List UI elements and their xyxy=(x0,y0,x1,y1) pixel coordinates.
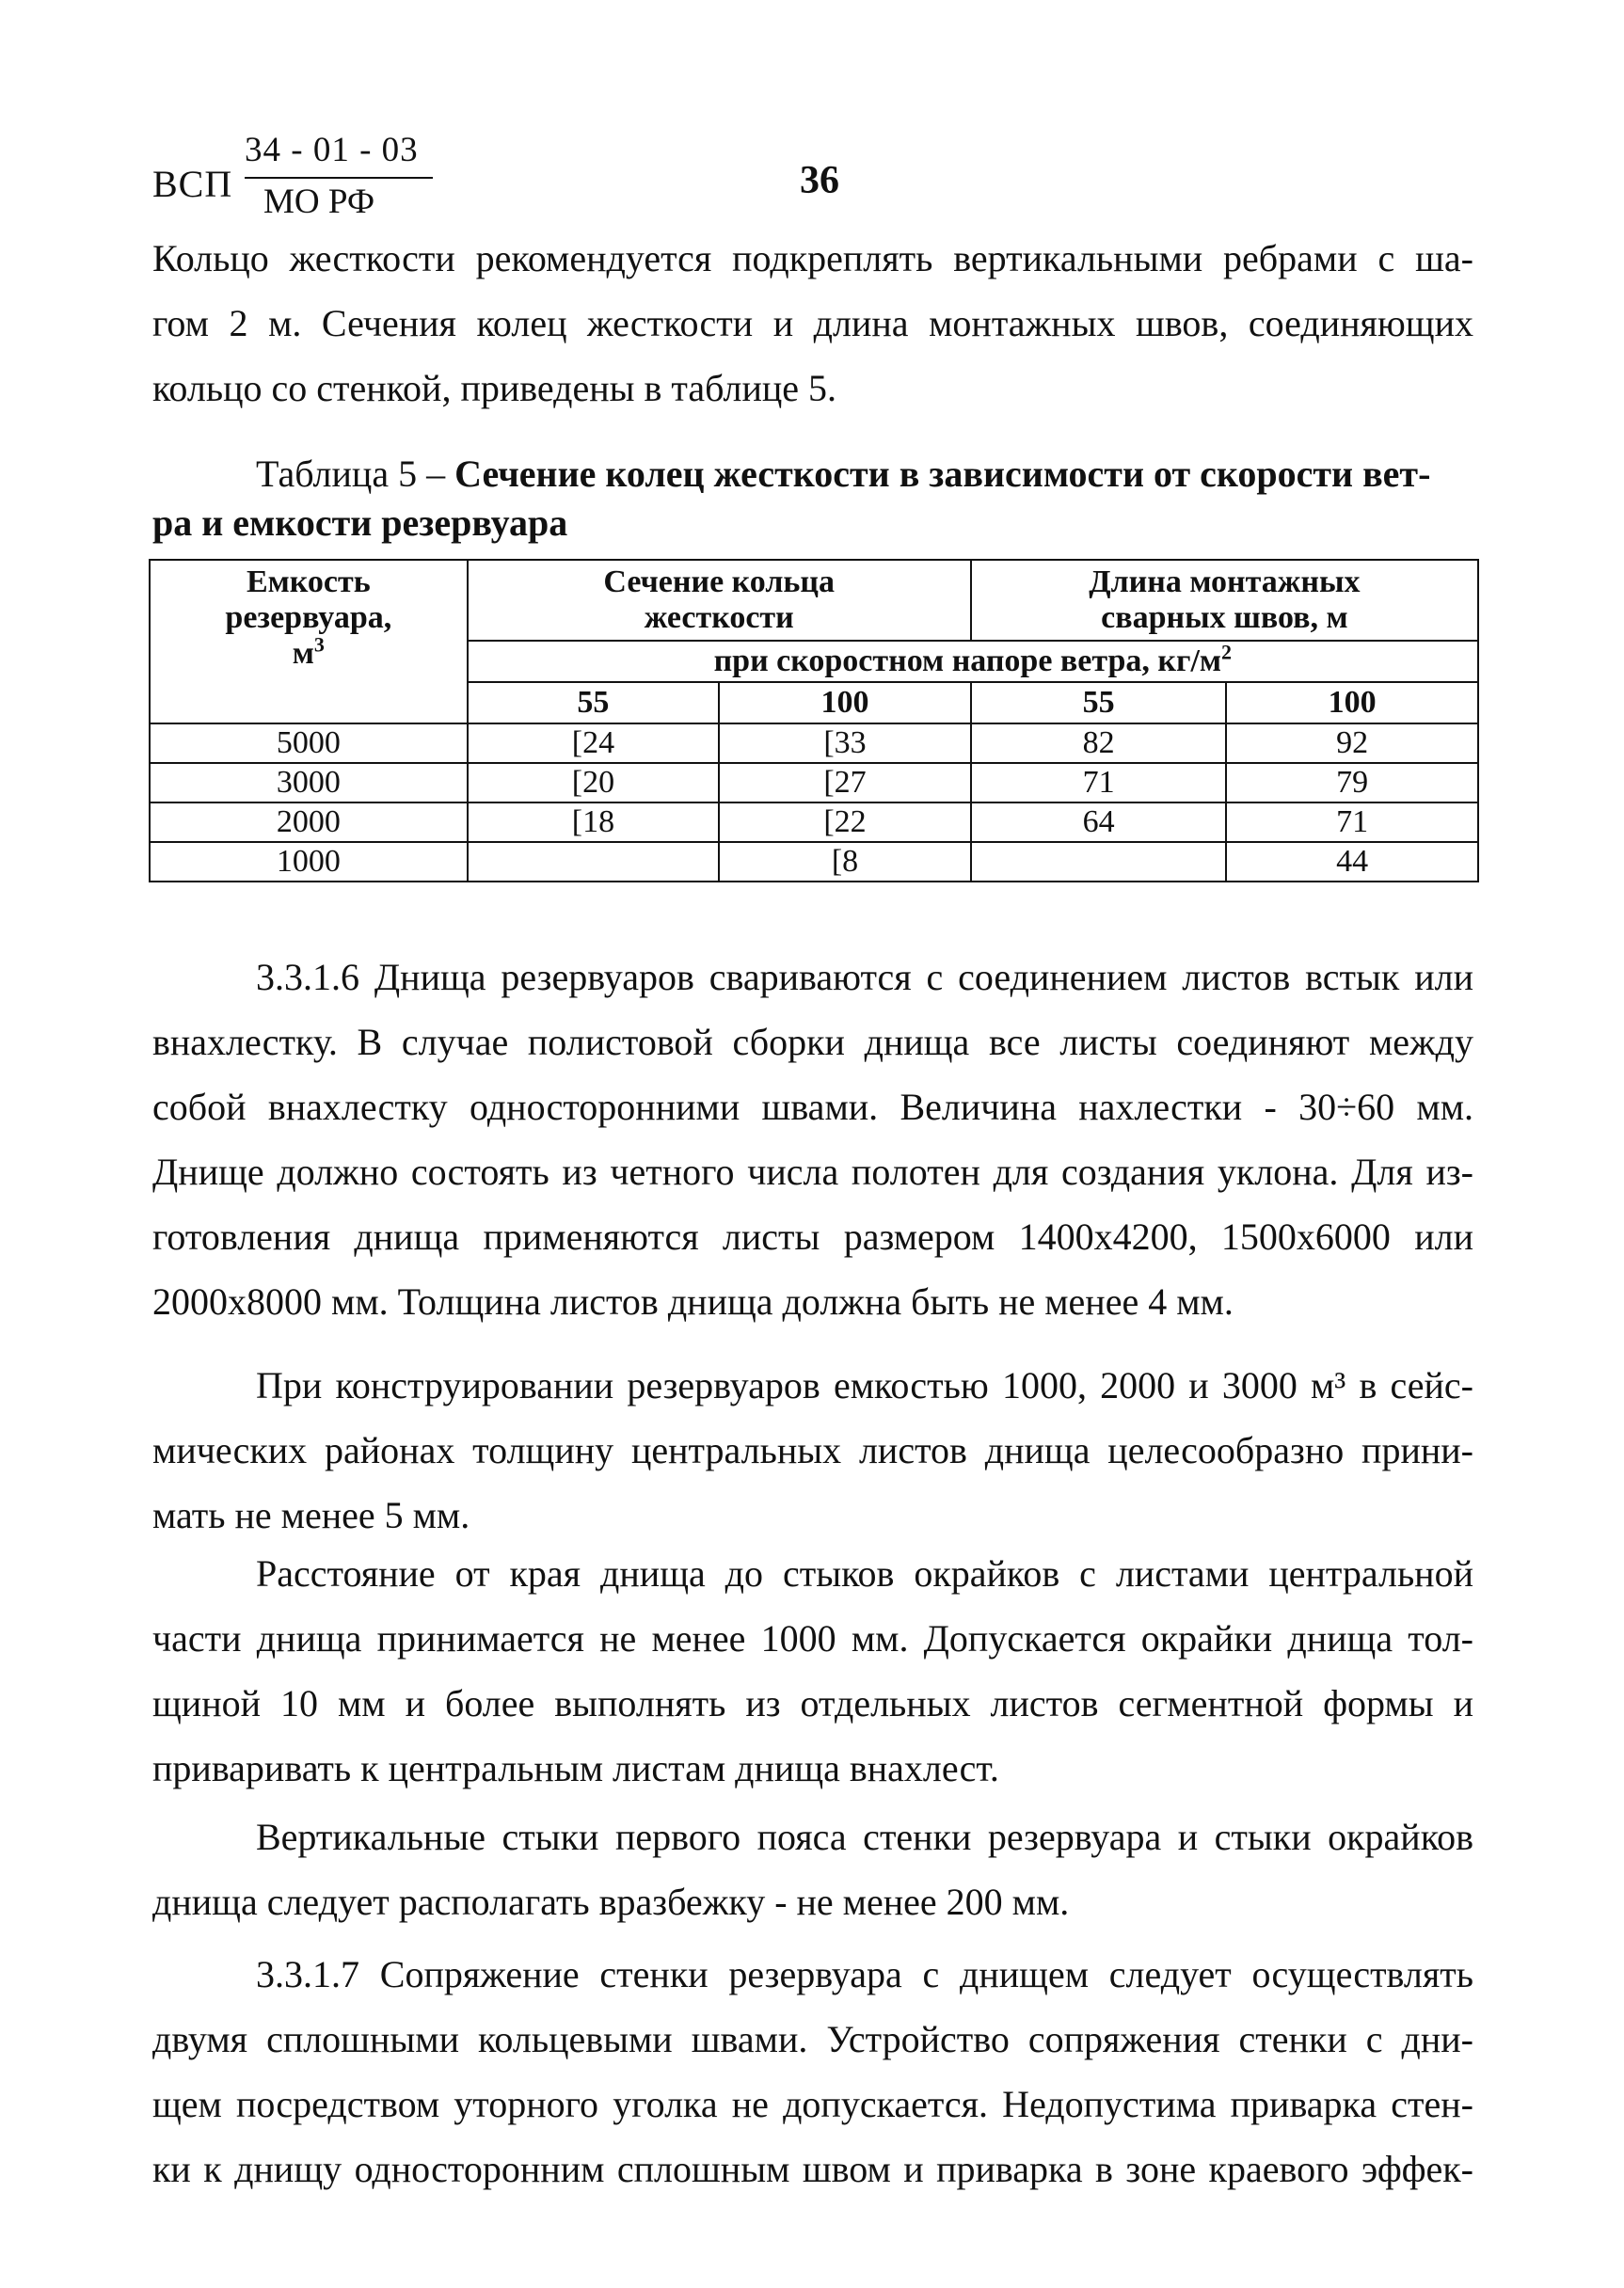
cell-weld-55: 71 xyxy=(971,763,1227,802)
cell-capacity: 1000 xyxy=(150,842,468,882)
header-wind xyxy=(468,641,1478,682)
text-line: ки к днищу односторонним сплошным швом и приварка в зоне краевого эффек- xyxy=(152,2148,1473,2190)
text-line: части днища принимается не менее 1000 мм. Допускается окрайки днища тол- xyxy=(152,1617,1473,1660)
header-weld-line1: Длина монтажных xyxy=(1089,564,1361,599)
table-row xyxy=(150,842,1478,882)
subheader-section-55: 55 xyxy=(468,682,720,723)
cell-weld-55: 82 xyxy=(971,723,1227,763)
header-capacity-line1: Емкость xyxy=(246,564,371,599)
header-section xyxy=(468,560,971,641)
cell-section-100: [22 xyxy=(719,802,971,842)
header-wind-exp: 2 xyxy=(1221,640,1233,664)
code-denominator: МО РФ xyxy=(263,183,375,221)
text-line: Днище должно состоять из четного числа полотен для создания уклона. Для из- xyxy=(152,1151,1473,1193)
ring-sections-table xyxy=(149,559,1479,882)
header-weld-line2: сварных швов, м xyxy=(1101,600,1348,635)
text-line: мать не менее 5 мм. xyxy=(152,1494,470,1536)
header-capacity xyxy=(150,560,468,723)
cell-section-55: [24 xyxy=(468,723,720,763)
intro-paragraph xyxy=(152,226,1473,421)
text-line: 2000х8000 мм. Толщина листов днища должна быть не менее 4 мм. xyxy=(152,1280,1234,1323)
code-number: 34 - 01 - 03 xyxy=(245,131,419,169)
header-section-line2: жесткости xyxy=(644,600,794,635)
cell-section-55: [18 xyxy=(468,802,720,842)
cell-weld-100: 79 xyxy=(1226,763,1478,802)
text-line: собой внахлестку односторонними швами. Величина нахлестки - 30÷60 мм. xyxy=(152,1086,1473,1128)
header-section-line1: Сечение кольца xyxy=(603,564,835,599)
cell-capacity: 2000 xyxy=(150,802,468,842)
paragraph-seismic xyxy=(152,1353,1473,1548)
text-line: щем посредством уторного уголка не допускается. Недопустима приварка стен- xyxy=(152,2083,1473,2125)
text-line: готовления днища применяются листы размером 1400х4200, 1500х6000 или xyxy=(152,1216,1473,1258)
cell-weld-55: 64 xyxy=(971,802,1227,842)
text-line: 3.3.1.7 Сопряжение стенки резервуара с днищем следует осуществлять xyxy=(256,1953,1473,1995)
table-caption xyxy=(152,450,1479,499)
cell-section-100: [27 xyxy=(719,763,971,802)
header-weld xyxy=(971,560,1478,641)
cell-capacity: 3000 xyxy=(150,763,468,802)
cell-weld-100: 44 xyxy=(1226,842,1478,882)
header-wind-text: при скоростном напоре ветра, кг/м xyxy=(713,644,1222,678)
text-line: Расстояние от края днища до стыков окрайков с листами центральной xyxy=(256,1552,1473,1595)
caption-line-1 xyxy=(256,450,1479,499)
text-line: 3.3.1.6 Днища резервуаров свариваются с соединением листов встык или xyxy=(256,956,1473,998)
text-line: приваривать к центральным листам днища внахлест. xyxy=(152,1747,999,1789)
text-line: При конструировании резервуаров емкостью 1000, 2000 и 3000 м³ в сейс- xyxy=(256,1364,1473,1406)
caption-title-2: ра и емкости резервуара xyxy=(152,501,568,544)
text-line: мических районах толщину центральных листов днища целесообразно прини- xyxy=(152,1429,1473,1471)
cell-weld-100: 92 xyxy=(1226,723,1478,763)
paragraph-vertical-joints xyxy=(152,1804,1473,1934)
subheader-weld-100: 100 xyxy=(1226,682,1478,723)
fraction-line xyxy=(245,177,433,179)
table-row xyxy=(150,723,1478,763)
text-line: Кольцо жесткости рекомендуется подкреплять вертикальными ребрами с ша- xyxy=(152,237,1473,279)
page-number: 36 xyxy=(800,159,839,202)
header-capacity-line2: резервуара, xyxy=(225,600,392,635)
text-line: двумя сплошными кольцевыми швами. Устройство сопряжения стенки с дни- xyxy=(152,2018,1473,2060)
header-capacity-exp: 3 xyxy=(313,632,325,657)
paragraph-3-3-1-6 xyxy=(152,945,1473,1334)
table-row xyxy=(150,763,1478,802)
cell-section-55 xyxy=(468,842,720,882)
cell-section-100: [33 xyxy=(719,723,971,763)
text-line: гом 2 м. Сечения колец жесткости и длина монтажных швов, соединяющих xyxy=(152,302,1473,344)
text-line: Вертикальные стыки первого пояса стенки резервуара и стыки окрайков xyxy=(256,1816,1473,1858)
paragraph-distance xyxy=(152,1541,1473,1801)
document-code xyxy=(152,130,454,233)
paragraph-3-3-1-7 xyxy=(152,1942,1473,2201)
text-line: внахлестку. В случае полистовой сборки днища все листы соединяют между xyxy=(152,1021,1473,1063)
code-prefix: ВСП xyxy=(152,163,233,205)
subheader-weld-55: 55 xyxy=(971,682,1227,723)
text-line: днища следует располагать вразбежку - не менее 200 мм. xyxy=(152,1881,1070,1923)
table-caption-cont xyxy=(152,499,1479,548)
header-capacity-unit: м xyxy=(292,636,314,671)
caption-prefix: Таблица 5 – xyxy=(256,453,455,495)
subheader-section-100: 100 xyxy=(719,682,971,723)
cell-section-100: [8 xyxy=(719,842,971,882)
text-line: кольцо со стенкой, приведены в таблице 5. xyxy=(152,367,837,409)
cell-weld-55 xyxy=(971,842,1227,882)
cell-weld-100: 71 xyxy=(1226,802,1478,842)
caption-title-1: Сечение колец жесткости в зависимости от скорости вет- xyxy=(454,453,1431,495)
cell-section-55: [20 xyxy=(468,763,720,802)
cell-capacity: 5000 xyxy=(150,723,468,763)
table-row xyxy=(150,802,1478,842)
text-line: щиной 10 мм и более выполнять из отдельных листов сегментной формы и xyxy=(152,1682,1473,1724)
